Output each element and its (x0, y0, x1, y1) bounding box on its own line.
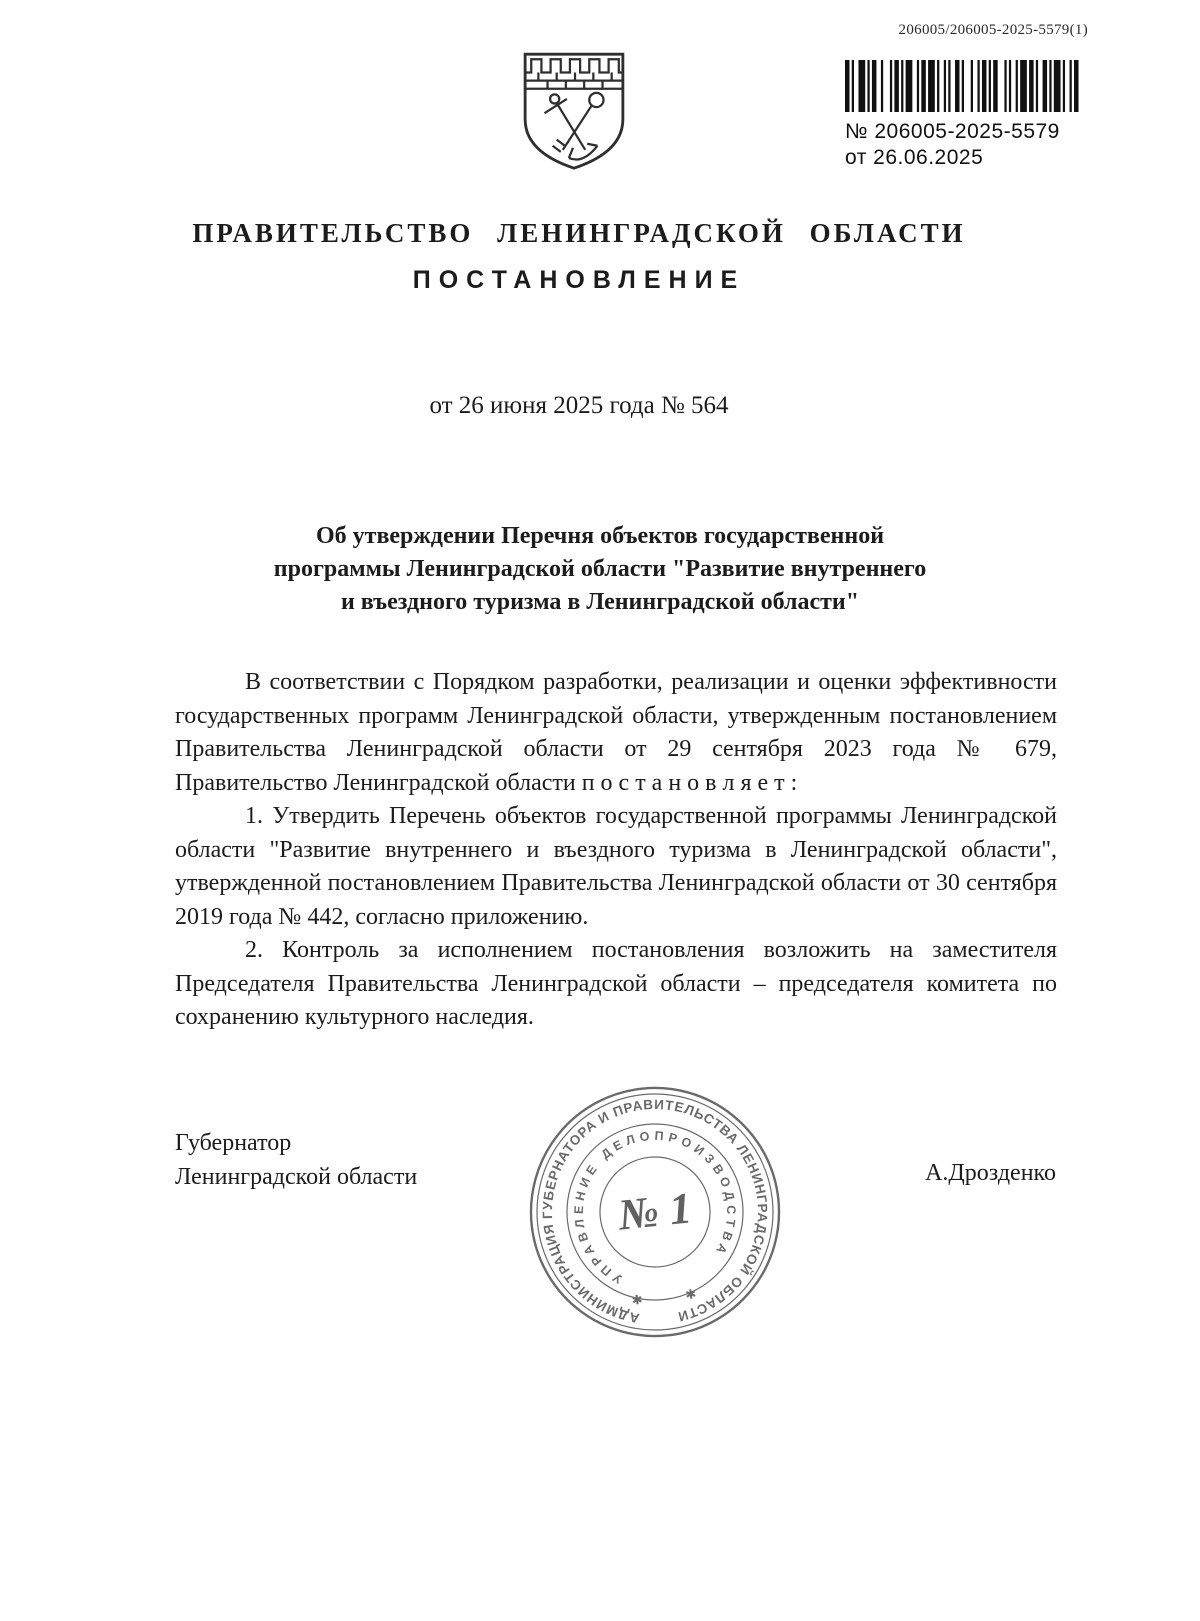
stamp-separator-star-right: ✱ (684, 1286, 697, 1303)
stamp-separator-star-left: ✱ (630, 1291, 644, 1308)
subject-line-2: программы Ленинградской области "Развитие внутреннего (273, 556, 927, 582)
stamp-center-number: № 1 (615, 1183, 694, 1240)
signature-position-line-1: Губернатор (175, 1130, 292, 1156)
subject-line-3: и въездного туризма в Ленинградской области" (340, 589, 860, 615)
coat-of-arms (518, 46, 630, 174)
signature-position-block (175, 1126, 417, 1194)
official-round-stamp (512, 1069, 798, 1355)
signature-position-line-2: Ленинградской области (175, 1164, 418, 1190)
signature-name: А.Дрозденко (925, 1160, 1056, 1186)
document-type-title: ПОСТАНОВЛЕНИЕ (412, 266, 746, 294)
stamp-inner-ring-text: УПРАВЛЕНИЕ ДЕЛОПРОИЗВОДСТВА (571, 1128, 739, 1287)
stamp-outer-ring-text: АДМИНИСТРАЦИЯ ГУБЕРНАТОРА И ПРАВИТЕЛЬСТВА ЛЕНИНГРАДСКОЙ ОБЛАСТИ (539, 1096, 771, 1326)
document-reference-number: 206005/206005-2025-5579(1) (898, 22, 1088, 38)
body-paragraph-preamble: В соответствии с Порядком разработки, реализации и оценки эффективности государственных программ Ленинградской области, утвержденным постановлением Правительства Ленинградской области от 29 сентября 2023 года № 679, Правительство Ленинградской области п о с т а н о в л я е т : (175, 669, 1057, 796)
issuing-authority-title: ПРАВИТЕЛЬСТВО ЛЕНИНГРАДСКОЙ ОБЛАСТИ (192, 218, 966, 248)
barcode (845, 60, 1085, 112)
body-paragraph-item-2: 2. Контроль за исполнением постановления возложить на заместителя Председателя Правительства Ленинградской области – председателя комитета по сохранению культурного наследия. (175, 937, 1057, 1030)
barcode-block (845, 60, 1090, 170)
subject-line-1: Об утверждении Перечня объектов государственной (315, 523, 885, 549)
document-body (175, 666, 1057, 1035)
body-paragraph-item-1: 1. Утвердить Перечень объектов государственной программы Ленинградской области "Развитие внутреннего и въездного туризма в Ленинградской области", утвержденной постановлением Правительства Ленинградской области от 30 сентября 2019 года № 442, согласно приложению. (175, 803, 1057, 930)
barcode-number: № 206005-2025-5579 (845, 120, 1060, 143)
document-subject (0, 520, 1200, 619)
document-date-number-line: от 26 июня 2025 года № 564 (429, 392, 729, 419)
barcode-date: от 26.06.2025 (845, 146, 984, 169)
